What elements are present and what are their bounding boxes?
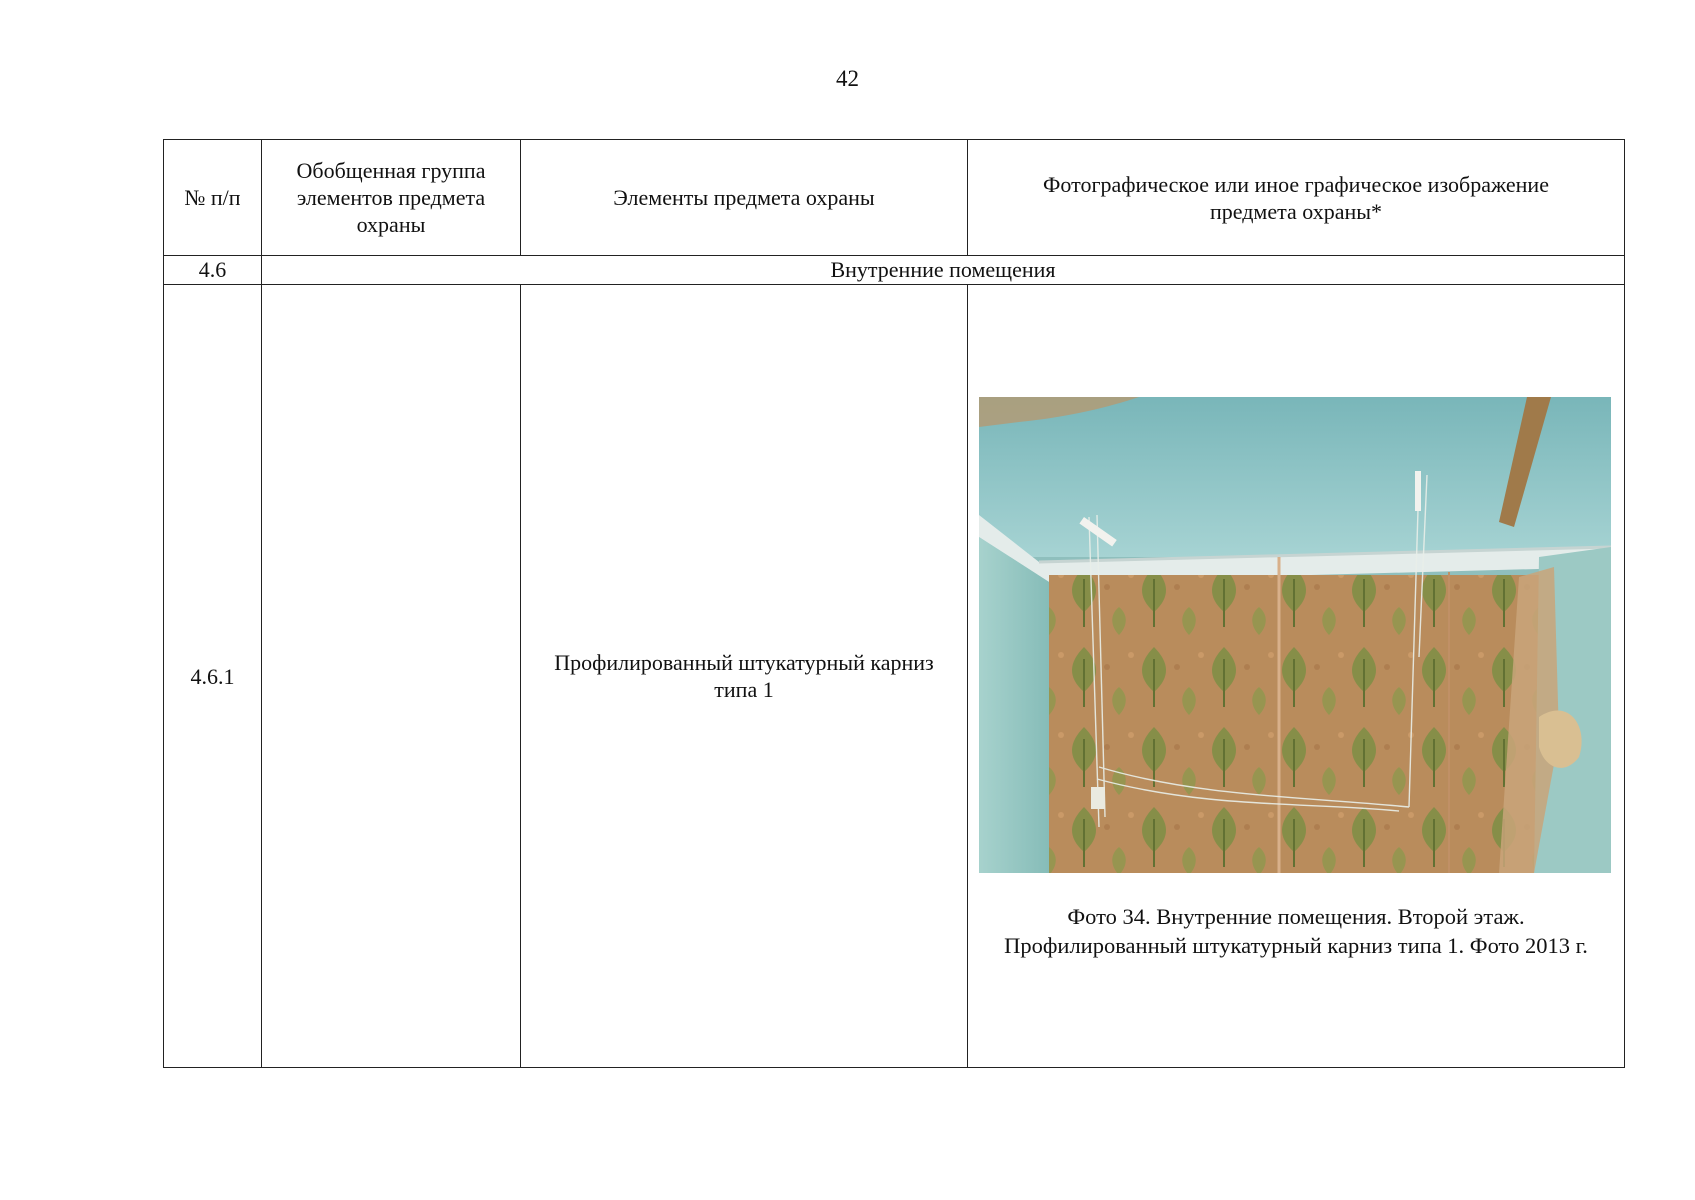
photo-caption — [968, 902, 1624, 960]
header-group-line: охраны — [356, 212, 426, 237]
row-element-line: типа 1 — [714, 677, 774, 702]
photo-caption-line: Профилированный штукатурный карниз типа 1. Фото 2013 г. — [1004, 933, 1588, 958]
header-image-line: предмета охраны* — [1209, 198, 1383, 224]
interior-photo — [979, 397, 1611, 873]
interior-photo-drawing — [979, 397, 1611, 873]
section-title: Внутренние помещения — [262, 256, 1625, 285]
row-group — [262, 285, 521, 1068]
header-image-line: Фотографическое или иное графическое изображение — [1043, 171, 1549, 197]
row-element-line: Профилированный штукатурный карниз — [554, 650, 934, 675]
header-elements: Элементы предмета охраны — [521, 140, 968, 256]
header-number: № п/п — [164, 140, 262, 256]
table-row — [164, 285, 1625, 1068]
header-group — [262, 140, 521, 256]
header-group-line: Обобщенная группа — [296, 158, 486, 183]
protection-subject-table — [163, 139, 1625, 1068]
row-number: 4.6.1 — [164, 285, 262, 1068]
section-number: 4.6 — [164, 256, 262, 285]
page-number: 42 — [836, 66, 859, 91]
photo-caption-line: Фото 34. Внутренние помещения. Второй этаж. — [1067, 904, 1525, 929]
section-row — [164, 256, 1625, 285]
header-group-line: элементов предмета — [296, 185, 486, 210]
row-element — [521, 285, 968, 1068]
row-photo-cell — [968, 285, 1625, 1068]
table-header-row — [164, 140, 1625, 256]
header-image — [968, 140, 1625, 256]
